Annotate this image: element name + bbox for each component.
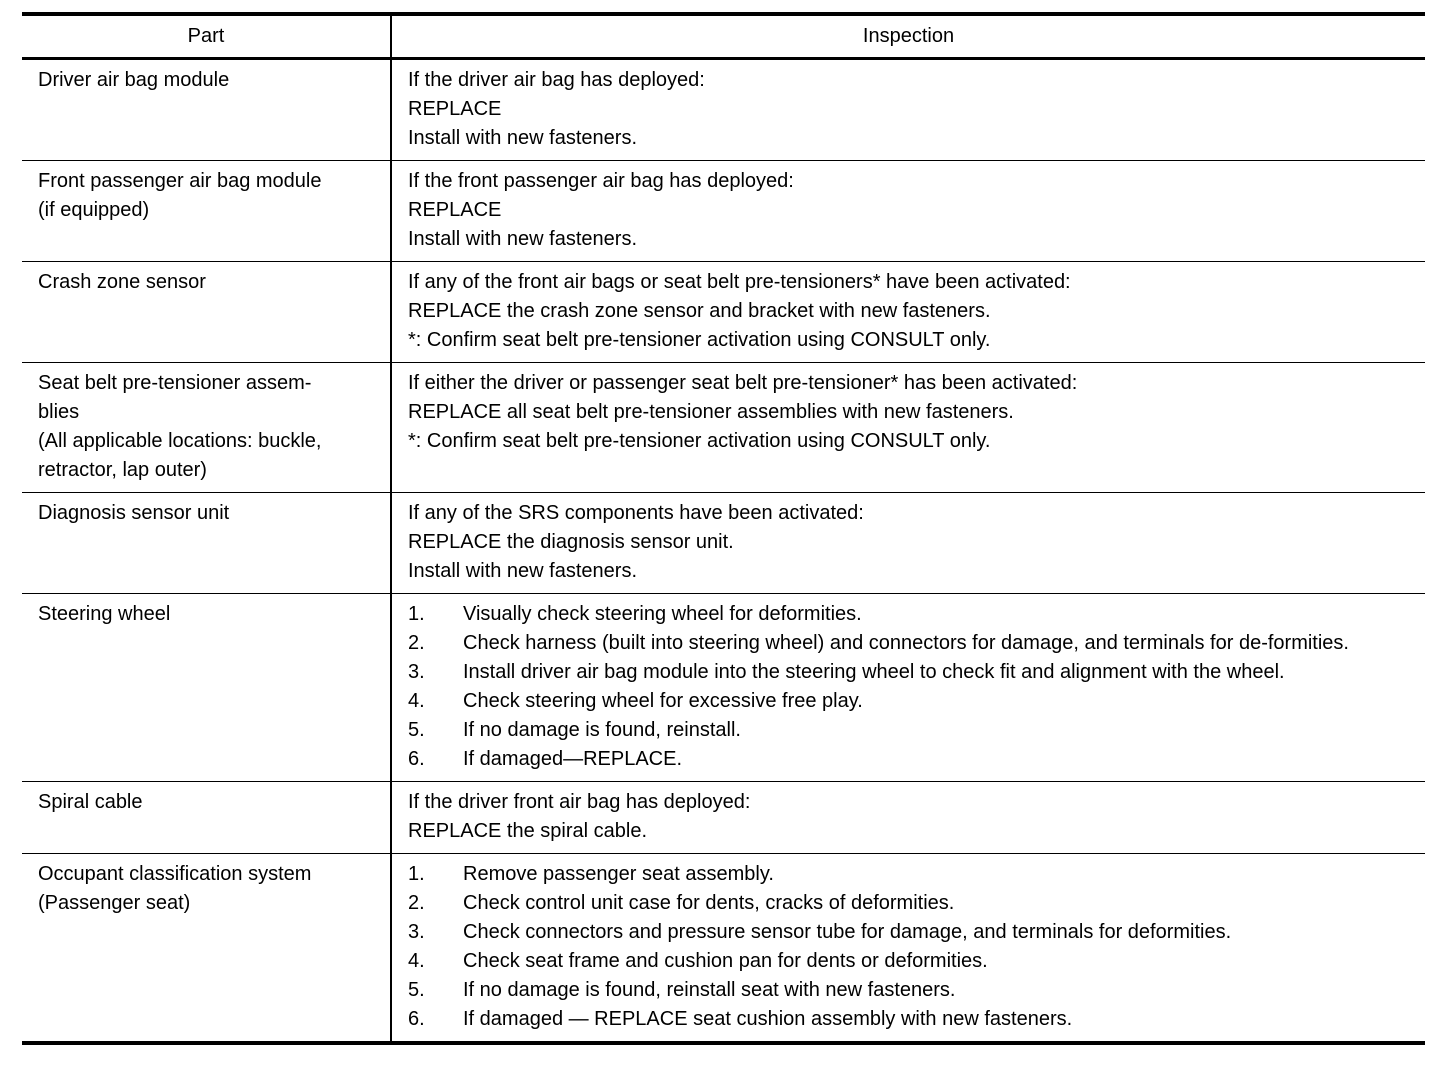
- inspection-cell: [391, 594, 1425, 782]
- inspection-line: REPLACE: [408, 199, 502, 221]
- part-cell: [22, 594, 391, 782]
- header-part: Part: [22, 14, 391, 59]
- step-text: Check seat frame and cushion pan for dents or deformities.: [463, 950, 988, 972]
- step-number: 3.: [408, 661, 425, 683]
- inspection-cell: [391, 161, 1425, 262]
- inspection-line: If the driver front air bag has deployed:: [408, 791, 751, 813]
- step-number: 5.: [408, 719, 425, 741]
- step-number: 4.: [408, 690, 425, 712]
- part-cell: [22, 782, 391, 854]
- step-number: 3.: [408, 921, 425, 943]
- part-cell: [22, 161, 391, 262]
- step-text: If no damage is found, reinstall.: [463, 719, 741, 741]
- part-name-line: blies: [38, 401, 80, 423]
- step-number: 4.: [408, 950, 425, 972]
- inspection-steps: [408, 860, 1417, 1034]
- inspection-line: Install with new fasteners.: [408, 127, 637, 149]
- part-name-line: Spiral cable: [38, 791, 143, 813]
- inspection-line: REPLACE: [408, 98, 502, 120]
- table-header: [22, 14, 1425, 59]
- inspection-line: REPLACE the diagnosis sensor unit.: [408, 531, 734, 553]
- part-name-line: Crash zone sensor: [38, 271, 206, 293]
- table-row: [22, 59, 1425, 161]
- table-row: [22, 493, 1425, 594]
- inspection-cell: [391, 262, 1425, 363]
- step-item: [408, 687, 1417, 716]
- inspection-line: REPLACE all seat belt pre-tensioner assemblies with new fasteners.: [408, 401, 1014, 423]
- inspection-line: *: Confirm seat belt pre-tensioner activation using CONSULT only.: [408, 329, 991, 351]
- inspection-line: If either the driver or passenger seat belt pre-tensioner* has been activated:: [408, 372, 1078, 394]
- part-cell: [22, 854, 391, 1044]
- part-name-line: Seat belt pre-tensioner assem-: [38, 372, 312, 394]
- inspection-line: If the driver air bag has deployed:: [408, 69, 705, 91]
- part-name-line: Driver air bag module: [38, 69, 230, 91]
- step-item: [408, 889, 1417, 918]
- part-name-line: Steering wheel: [38, 603, 171, 625]
- step-item: [408, 947, 1417, 976]
- part-name-line: Occupant classification system: [38, 863, 312, 885]
- step-text: Visually check steering wheel for deformities.: [463, 603, 862, 625]
- table-row: [22, 594, 1425, 782]
- inspection-cell: [391, 363, 1425, 493]
- step-text: If damaged—REPLACE.: [463, 748, 682, 770]
- step-number: 1.: [408, 603, 425, 625]
- step-text: Install driver air bag module into the steering wheel to check fit and alignment with the wheel.: [463, 661, 1285, 683]
- inspection-cell: [391, 493, 1425, 594]
- table-row: [22, 262, 1425, 363]
- step-text: Check connectors and pressure sensor tube for damage, and terminals for deformities.: [463, 921, 1232, 943]
- part-name-line: (All applicable locations: buckle,: [38, 430, 322, 452]
- part-name-line: retractor, lap outer): [38, 459, 207, 481]
- step-item: [408, 1005, 1417, 1034]
- step-text: If damaged — REPLACE seat cushion assembly with new fasteners.: [463, 1008, 1073, 1030]
- inspection-cell: [391, 782, 1425, 854]
- inspection-line: If any of the SRS components have been activated:: [408, 502, 864, 524]
- header-row: [22, 14, 1425, 59]
- inspection-cell: [391, 854, 1425, 1044]
- step-text: If no damage is found, reinstall seat with new fasteners.: [463, 979, 956, 1001]
- step-number: 1.: [408, 863, 425, 885]
- part-name-line: (Passenger seat): [38, 892, 191, 914]
- part-cell: [22, 363, 391, 493]
- step-number: 6.: [408, 748, 425, 770]
- inspection-line: *: Confirm seat belt pre-tensioner activation using CONSULT only.: [408, 430, 991, 452]
- step-text: Check harness (built into steering wheel) and connectors for damage, and terminals for de-formities.: [463, 632, 1349, 654]
- step-text: Check steering wheel for excessive free play.: [463, 690, 863, 712]
- step-item: [408, 745, 1417, 774]
- inspection-line: If the front passenger air bag has deployed:: [408, 170, 794, 192]
- step-item: [408, 918, 1417, 947]
- step-item: [408, 658, 1417, 687]
- part-name-line: Front passenger air bag module: [38, 170, 322, 192]
- part-cell: [22, 262, 391, 363]
- step-number: 2.: [408, 892, 425, 914]
- step-item: [408, 600, 1417, 629]
- part-name-line: (if equipped): [38, 199, 150, 221]
- table-row: [22, 363, 1425, 493]
- part-name-line: Diagnosis sensor unit: [38, 502, 230, 524]
- header-inspection: Inspection: [862, 25, 955, 47]
- table-row: [22, 161, 1425, 262]
- inspection-cell: [391, 59, 1425, 161]
- inspection-line: Install with new fasteners.: [408, 560, 637, 582]
- table-row: [22, 854, 1425, 1044]
- step-number: 5.: [408, 979, 425, 1001]
- table-row: [22, 782, 1425, 854]
- step-item: [408, 860, 1417, 889]
- part-cell: [22, 59, 391, 161]
- part-cell: [22, 493, 391, 594]
- inspection-line: REPLACE the crash zone sensor and bracket with new fasteners.: [408, 300, 991, 322]
- step-number: 6.: [408, 1008, 425, 1030]
- step-item: [408, 629, 1417, 658]
- step-text: Remove passenger seat assembly.: [463, 863, 774, 885]
- step-text: Check control unit case for dents, cracks of deformities.: [463, 892, 955, 914]
- table-body: [22, 59, 1425, 1044]
- step-number: 2.: [408, 632, 425, 654]
- step-item: [408, 716, 1417, 745]
- inspection-line: If any of the front air bags or seat belt pre-tensioners* have been activated:: [408, 271, 1071, 293]
- inspection-table: [22, 12, 1425, 1045]
- step-item: [408, 976, 1417, 1005]
- inspection-line: Install with new fasteners.: [408, 228, 637, 250]
- inspection-steps: [408, 600, 1417, 774]
- inspection-line: REPLACE the spiral cable.: [408, 820, 648, 842]
